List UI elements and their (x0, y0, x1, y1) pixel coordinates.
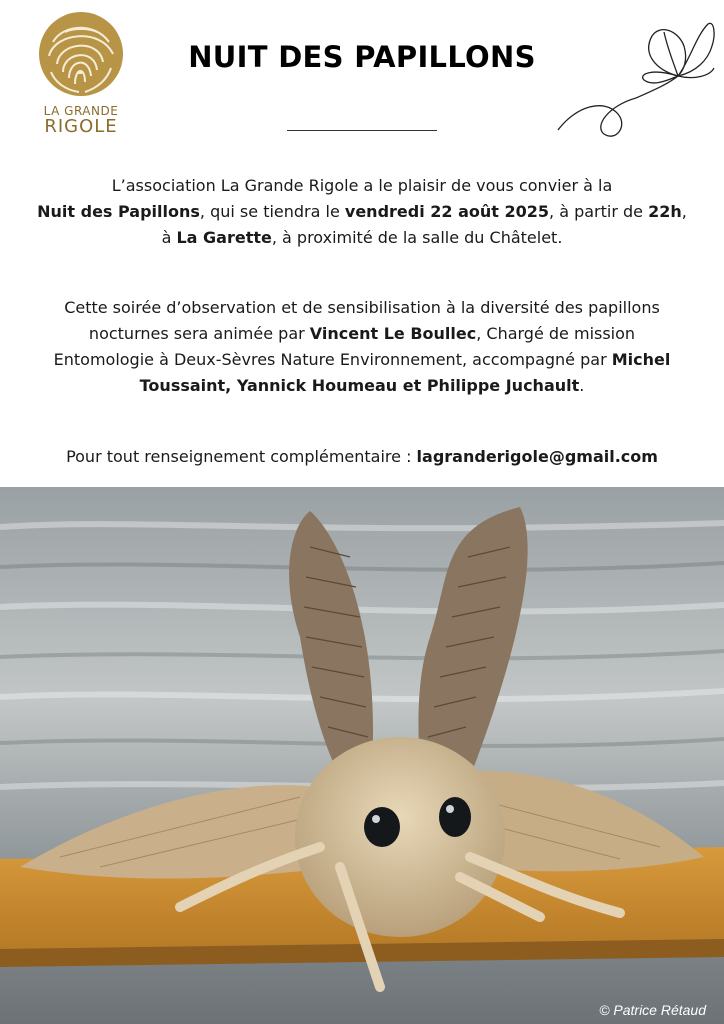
intro-paragraph (20, 173, 704, 251)
event-place: La Garette (176, 228, 272, 247)
host-name: Vincent Le Boullec (309, 324, 477, 343)
intro-text: , qui se tiendra le (199, 202, 345, 221)
photo-credit: © Patrice Rétaud (599, 1002, 706, 1018)
butterfly-line-icon (556, 10, 716, 150)
intro-text: , (681, 202, 687, 221)
page-title: NUIT DES PAPILLONS (188, 40, 536, 74)
description-text: Entomologie à Deux-Sèvres Nature Environnement, accompagné par (53, 350, 612, 369)
intro-text: à (161, 228, 177, 247)
intro-text: L’association La Grande Rigole a le plaisir de vous convier à la (111, 176, 613, 195)
description-text: nocturnes sera animée par (88, 324, 310, 343)
event-date: vendredi 22 août 2025 (344, 202, 550, 221)
contact-paragraph (20, 444, 704, 470)
description-text: Cette soirée d’observation et de sensibilisation à la diversité des papillons (64, 298, 660, 317)
description-text: , Chargé de mission (476, 324, 636, 343)
contact-text: Pour tout renseignement complémentaire : (66, 447, 417, 466)
logo-text-line2: RIGOLE (44, 116, 118, 137)
logo (36, 12, 126, 137)
moth-photo (0, 487, 724, 1024)
co-host-names: Michel (611, 350, 671, 369)
title-divider (287, 130, 437, 131)
description-text: . (579, 376, 585, 395)
contact-email[interactable]: lagranderigole@gmail.com (416, 447, 658, 466)
event-time: 22h (648, 202, 682, 221)
co-host-names: Toussaint, Yannick Houmeau et Philippe Juchault (139, 376, 580, 395)
event-name: Nuit des Papillons (37, 202, 200, 221)
description-paragraph (20, 295, 704, 399)
logo-text-line1: LA GRANDE (43, 104, 119, 118)
intro-text: , à proximité de la salle du Châtelet. (271, 228, 563, 247)
intro-text: , à partir de (549, 202, 649, 221)
moth-illustration (0, 487, 724, 1024)
